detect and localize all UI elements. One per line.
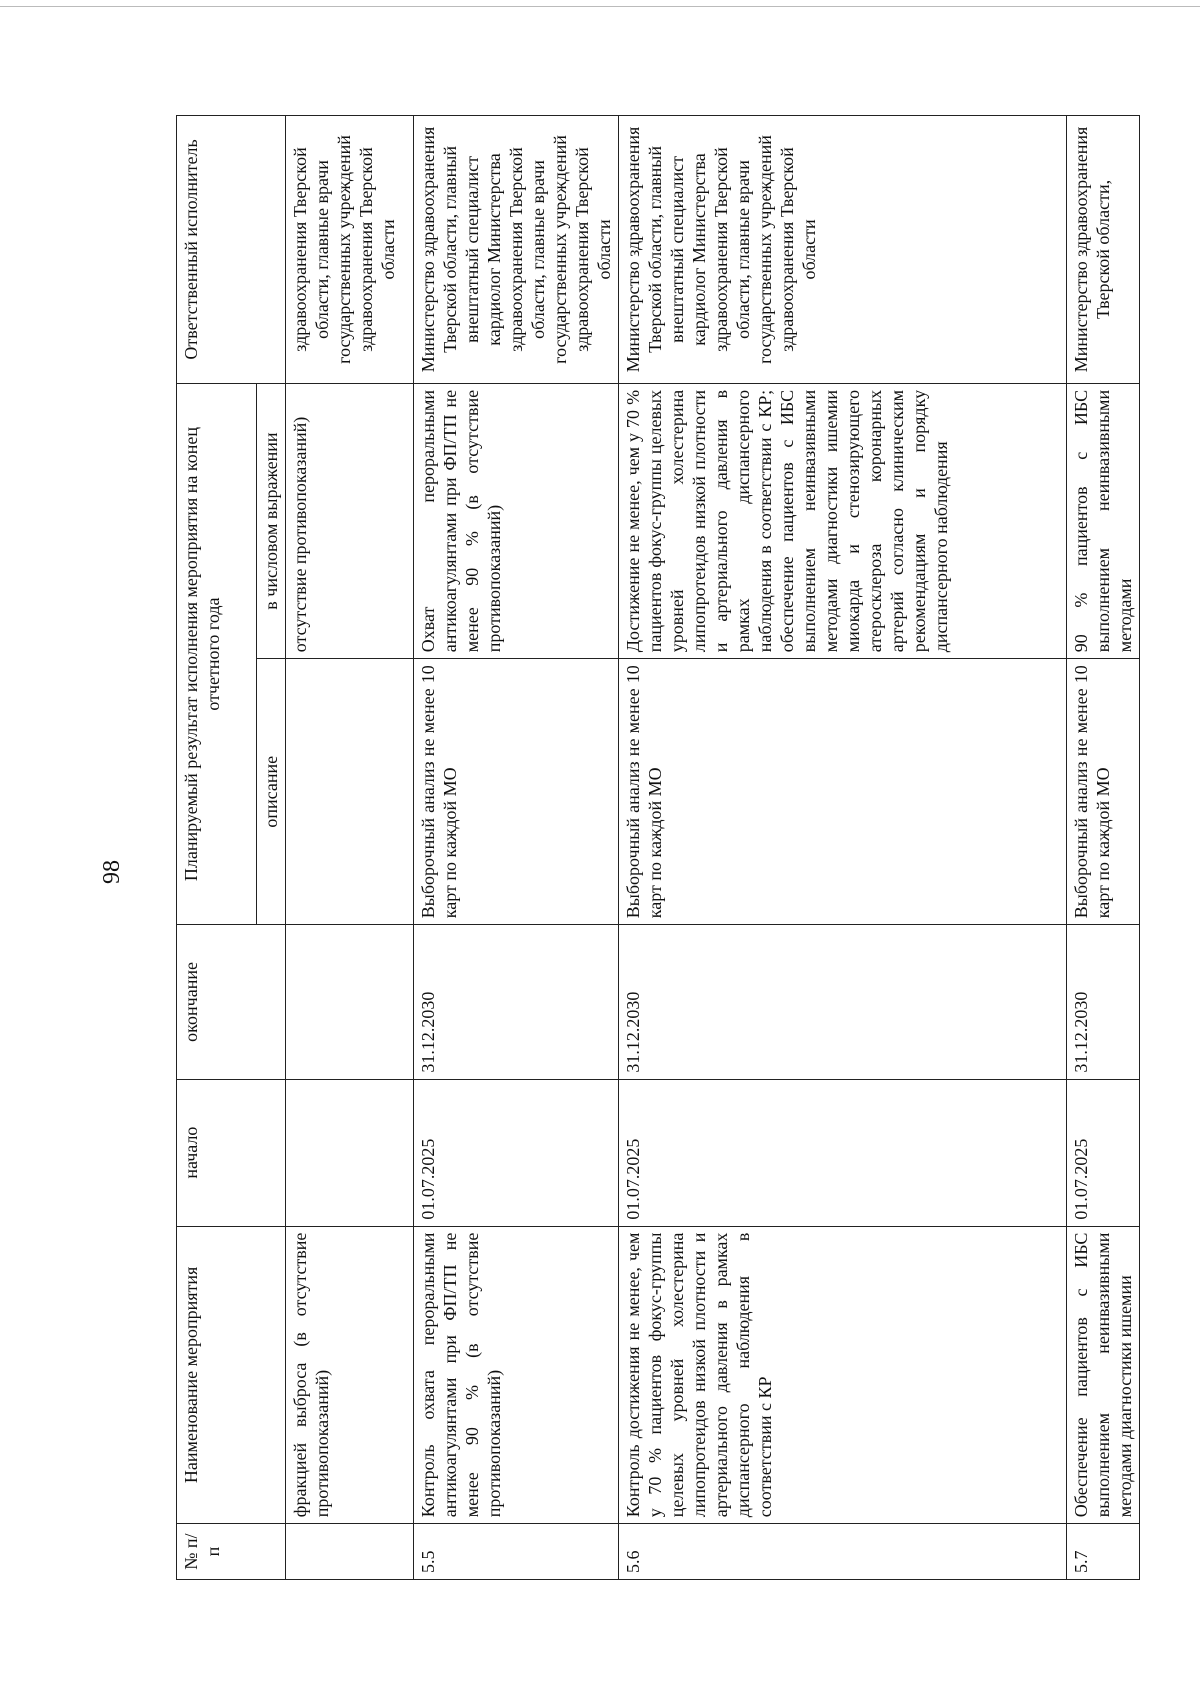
row-value: Охват пероральными антикоагулянтами при ФП/ТП не менее 90 % (в отсутствие противопоказаний)	[414, 383, 619, 658]
header-value: в числовом выражении	[257, 383, 286, 658]
row-end: 31.12.2030	[619, 925, 1067, 1079]
row-num: 5.6	[619, 1524, 1067, 1580]
row-end: 31.12.2030	[414, 925, 619, 1079]
row-name: Контроль охвата пероральными антикоагулянтами при ФП/ТП не менее 90 % (в отсутствие противопоказаний)	[414, 1226, 619, 1524]
row-executor: Министерство здравоохранения Тверской области, главный внештатный специалист кардиолог Министерства здравоохранения Тверской области, главные врачи государственных учреждений здравоохранения Тверской области	[414, 116, 619, 384]
header-name: Наименование мероприятия	[177, 1226, 286, 1524]
row-num	[286, 1524, 414, 1580]
rotated-page	[99, 115, 1135, 1580]
header-end: окончание	[177, 925, 286, 1079]
row-end	[286, 925, 414, 1079]
header-executor: Ответственный исполнитель	[177, 116, 286, 384]
row-desc: Выборочный анализ не менее 10 карт по каждой МО	[619, 659, 1067, 925]
row-value: Достижение не менее, чем у 70 % пациентов фокус-группы целевых уровней холестерина липопротеидов низкой плотности и артериального давления в рамках диспансерного наблюдения в соответствии с КР; обеспечение пациентов с ИБС выполнением неинвазивными методами диагностики ишемии миокарда и стенозирующего атеросклероза коронарных артерий согласно клиническим рекомендациям и порядку диспансерного наблюдения	[619, 383, 1067, 658]
row-start: 01.07.2025	[619, 1079, 1067, 1226]
row-end: 31.12.2030	[1067, 925, 1140, 1079]
row-value: отсутствие противопоказаний)	[286, 383, 414, 658]
row-start	[286, 1079, 414, 1226]
row-executor: Министерство здравоохранения Тверской области, главный внештатный специалист кардиолог Министерства здравоохранения Тверской области, главные врачи государственных учреждений здравоохранения Тверской области	[619, 116, 1067, 384]
row-num: 5.7	[1067, 1524, 1140, 1580]
table-row	[286, 116, 414, 1580]
row-executor: здравоохранения Тверской области, главные врачи государственных учреждений здравоохранения Тверской области	[286, 116, 414, 384]
header-start: начало	[177, 1079, 286, 1226]
table-row	[1067, 116, 1140, 1580]
row-start: 01.07.2025	[1067, 1079, 1140, 1226]
row-desc: Выборочный анализ не менее 10 карт по каждой МО	[1067, 659, 1140, 925]
row-num: 5.5	[414, 1524, 619, 1580]
row-value: 90 % пациентов с ИБС выполнением неинвазивными методами	[1067, 383, 1140, 658]
header-desc: описание	[257, 659, 286, 925]
row-name: Контроль достижения не менее, чем у 70 % пациентов фокус-группы целевых уровней холестерина липопротеидов низкой плотности и артериального давления в рамках диспансерного наблюдения в соответствии с КР	[619, 1226, 1067, 1524]
row-executor: Министерство здравоохранения Тверской области,	[1067, 116, 1140, 384]
header-row	[177, 116, 257, 1580]
table-row	[619, 116, 1067, 1580]
page-content	[99, 115, 1135, 1580]
activities-table	[176, 115, 1140, 1580]
scan-top-edge	[0, 6, 1200, 7]
row-desc	[286, 659, 414, 925]
table-row	[414, 116, 619, 1580]
row-name: фракцией выброса (в отсутствие противопоказаний)	[286, 1226, 414, 1524]
row-desc: Выборочный анализ не менее 10 карт по каждой МО	[414, 659, 619, 925]
header-result: Планируемый результат исполнения мероприятия на конец отчетного года	[177, 383, 257, 924]
page-number: 98	[99, 860, 125, 884]
row-start: 01.07.2025	[414, 1079, 619, 1226]
header-num: № п/п	[177, 1524, 286, 1580]
row-name: Обеспечение пациентов с ИБС выполнением неинвазивными методами диагностики ишемии	[1067, 1226, 1140, 1524]
